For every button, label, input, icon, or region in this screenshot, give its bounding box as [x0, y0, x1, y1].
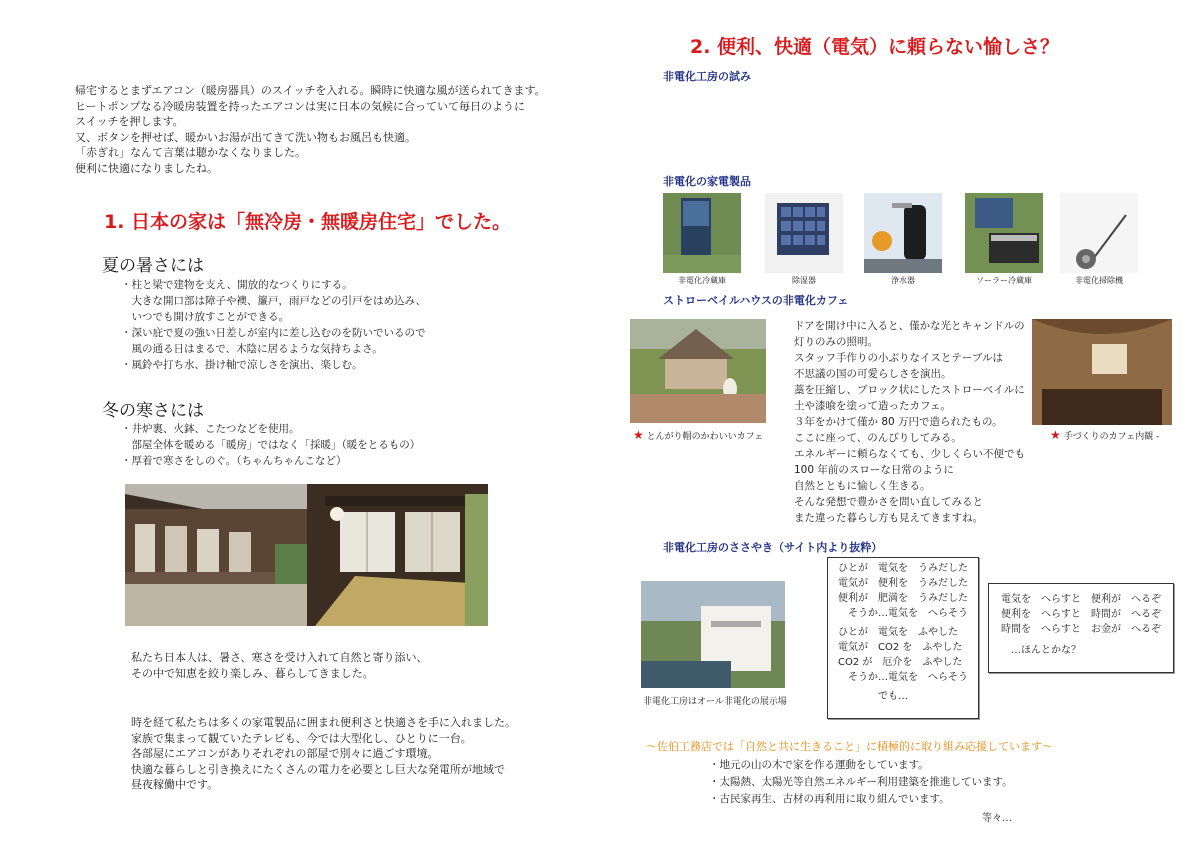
- whisper-note-2: [988, 583, 1174, 673]
- winter-title: 冬の寒さには: [102, 401, 204, 421]
- heading-2: 2. 便利、快適（電気）に頼らない愉しさ？: [690, 36, 1060, 58]
- summer-item: ・風鈴や打ち水、掛け軸で涼しさを演出、楽しむ。: [121, 359, 363, 371]
- note-line: 便利を へらすと 時間が へるぞ: [1001, 609, 1161, 620]
- section-whisper-title: 非電化工房のささやき（サイト内より抜粋）: [663, 541, 883, 554]
- note-line: CO2 が 厄介を ふやした: [838, 657, 963, 668]
- winter-item: ・井炉裏、火鉢、こたつなどを使用。: [121, 423, 300, 435]
- cafe-line: 不思議の国の可愛らしさを演出。: [794, 368, 952, 380]
- cafe-interior-illustration: [1032, 319, 1172, 425]
- paragraph-line: 昼夜稼働中です。: [131, 778, 219, 791]
- cafe-exterior-illustration: [630, 319, 766, 423]
- cafe-line: ドアを開け中に入ると、僅かな光とキャンドルの: [794, 320, 1025, 332]
- section-trial-title: 非電化工房の試み: [663, 70, 751, 83]
- support-item: ・地元の山の木で家を作る運動をしています。: [709, 759, 929, 771]
- cafe-line: 自然とともに愉しく生きる。: [794, 480, 931, 492]
- note-line: そうか…電気を へらそう: [838, 672, 968, 683]
- note-line: そうか…電気を へらそう: [838, 608, 968, 619]
- support-heading: 〜佐伯工務店では「自然と共に生きること」に積極的に取り組み応援しています〜: [646, 740, 1053, 753]
- paragraph-line: 私たち日本人は、暑さ、寒さを受け入れて自然と寄り添い、: [131, 651, 428, 664]
- product-label: ソーラー冷蔵庫: [976, 276, 1032, 285]
- cafe-caption-right: [1050, 428, 1159, 442]
- cafe-line: そんな発想で豊かさを問い直してみると: [794, 496, 983, 508]
- heading-1: 1. 日本の家は「無冷房・無暖房住宅」でした。: [104, 211, 512, 233]
- intro-line: 便利に快適になりましたね。: [75, 161, 218, 175]
- whisper-note-1: [827, 557, 979, 719]
- note-line: 時間を へらすと お金が へるぞ: [1001, 624, 1161, 635]
- intro-line: 「赤ぎれ」なんて言葉は聴かなくなりました。: [75, 146, 306, 159]
- product-label: 浄水器: [891, 276, 915, 285]
- paragraph-line: その中で知恵を絞り楽しみ、暮らしてきました。: [131, 666, 374, 680]
- section-cafe-title: ストローベイルハウスの非電化カフェ: [663, 294, 849, 307]
- paragraph-line: 時を経て私たちは多くの家電製品に囲まれ便利さと快適さを手に入れました。: [131, 716, 516, 729]
- intro-text: [75, 83, 546, 176]
- cafe-line: また違った暮らし方も見えてきますね。: [794, 512, 983, 524]
- paragraph-1: [131, 650, 428, 681]
- section-appliances-title: 非電化の家電製品: [663, 175, 751, 188]
- water-purifier-illustration: [864, 193, 942, 273]
- product-label: 非電化掃除機: [1075, 276, 1123, 285]
- paragraph-line: 家族で集まって観ていたテレビも、今では大型化し、ひとりに一台。: [131, 731, 472, 745]
- cafe-line: 100 年前のスローな日常のように: [794, 464, 954, 476]
- star-icon: ★: [1050, 428, 1061, 442]
- summer-list: [121, 277, 426, 373]
- product-label: 非電化冷蔵庫: [678, 276, 726, 285]
- summer-item: いつでも開け放すことができる。: [121, 311, 289, 323]
- support-item: ・古民家再生、古材の再利用に取り組んでいます。: [709, 793, 950, 805]
- note-line: 電気が CO2 を ふやした: [838, 642, 963, 653]
- intro-line: ヒートポンプなる冷暖房装置を持ったエアコンは実に日本の気候に合っていて毎日のように: [75, 99, 526, 113]
- cafe-description: [794, 318, 1025, 526]
- support-list: [709, 757, 1013, 808]
- intro-line: 又、ボタンを押せば、暖かいお湯が出てきて洗い物もお風呂も快適。: [75, 130, 416, 144]
- intro-line: 帰宅するとまずエアコン（暖房器具）のスイッチを入れる。瞬時に快適な風が送られてきます。: [75, 84, 546, 97]
- support-item: ・太陽熱、太陽光等自然エネルギー利用建築を推進しています。: [709, 776, 1013, 788]
- winter-item: 部屋全体を暖める「暖房」ではなく「採暖」（暖をとるもの）: [121, 439, 421, 451]
- winter-item: ・厚着で寒さをしのぐ。（ちゃんちゃんこなど）: [121, 455, 347, 467]
- product-photo-fridge: [663, 193, 741, 273]
- paragraph-2: [131, 715, 516, 793]
- summer-item: 大きな開口部は障子や襖、簾戸，雨戸などの引戸をはめ込み、: [121, 295, 427, 307]
- product-photo-cleaner: [1060, 193, 1138, 273]
- cafe-exterior-photo: [630, 319, 766, 423]
- note-line: 電気が 便利を うみだした: [838, 578, 968, 589]
- cafe-line: ここに座って、のんびりしてみる。: [794, 432, 962, 444]
- product-label: 除湿器: [792, 276, 816, 285]
- product-photo-dehumidifier: [765, 193, 843, 273]
- note-line: ひとが 電気を うみだした: [838, 563, 968, 574]
- product-photo-water-purifier: [864, 193, 942, 273]
- studio-caption: 非電化工房はオール非電化の展示場: [643, 697, 787, 707]
- cafe-line: 藁を圧縮し、ブロック状にしたストローベイルに: [794, 384, 1025, 396]
- studio-photo: [641, 581, 785, 688]
- summer-item: ・柱と梁で建物を支え、開放的なつくりにする。: [121, 279, 353, 291]
- cafe-line: ３年をかけて僅か 80 万円で造られたもの。: [794, 416, 1003, 428]
- studio-illustration: [641, 581, 785, 688]
- note-line: ひとが 電気を ふやした: [838, 627, 958, 638]
- cafe-interior-photo: [1032, 319, 1172, 425]
- dehumidifier-illustration: [765, 193, 843, 273]
- summer-item: 風の通る日はまるで、木陰に居るような気持ちよさ。: [121, 343, 383, 355]
- cafe-line: スタッフ手作りの小ぶりなイスとテーブルは: [794, 352, 1003, 364]
- note-line: でも…: [838, 691, 908, 702]
- caption-text: 手づくりのカフェ内観 -: [1063, 432, 1160, 442]
- cafe-line: 土や漆喰を塗って造ったカフェ。: [794, 400, 951, 412]
- caption-text: とんがり帽のかわいいカフェ: [646, 432, 764, 442]
- winter-list: [121, 421, 420, 469]
- cafe-caption-left: [633, 428, 763, 442]
- cleaner-illustration: [1060, 193, 1138, 273]
- note-line: …ほんとかな？: [1001, 645, 1081, 656]
- traditional-house-photo: [125, 484, 488, 626]
- product-photo-solar-fridge: [965, 193, 1043, 273]
- summer-title: 夏の暑さには: [102, 256, 204, 276]
- cafe-line: 灯りのみの照明。: [794, 336, 878, 348]
- etc-text: 等々…: [982, 813, 1012, 824]
- star-icon: ★: [633, 428, 644, 442]
- note-line: 電気を へらすと 便利が へるぞ: [1001, 594, 1161, 605]
- fridge-illustration: [663, 193, 741, 273]
- paragraph-line: 各部屋にエアコンがありそれぞれの部屋で別々に過ごす環境。: [131, 747, 439, 760]
- solar-fridge-illustration: [965, 193, 1043, 273]
- note-line: 便利が 肥満を うみだした: [838, 593, 968, 604]
- summer-item: ・深い庇で夏の強い日差しが室内に差し込むのを防いでいるので: [121, 327, 426, 339]
- paragraph-line: 快適な暮らしと引き換えにたくさんの電力を必要とし巨大な発電所が地域で: [131, 762, 505, 776]
- traditional-house-illustration: [125, 484, 488, 626]
- cafe-line: エネルギーに頼らなくても、少しくらい不便でも: [794, 448, 1025, 460]
- intro-line: スイッチを押します。: [75, 115, 184, 128]
